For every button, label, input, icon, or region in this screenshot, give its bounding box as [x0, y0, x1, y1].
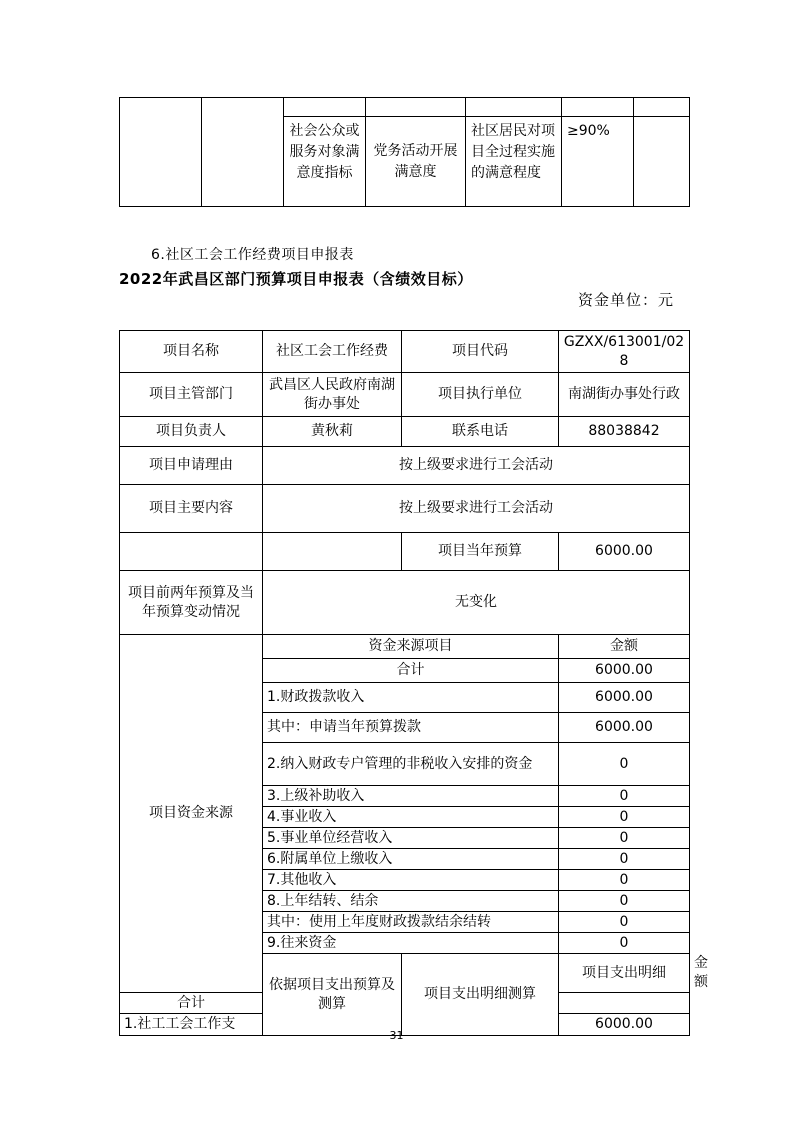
value-project-name: 社区工会工作经费	[263, 331, 402, 373]
fund-row-label: 8.上年结转、结余	[263, 891, 559, 912]
fund-row-label: 1.财政拨款收入	[263, 683, 559, 713]
expense-total-label: 合计	[120, 993, 263, 1014]
fund-row-label: 7.其他收入	[263, 870, 559, 891]
value-reason: 按上级要求进行工会活动	[263, 447, 690, 485]
indicator-desc-cell: 社区居民对项目全过程实施的满意程度	[466, 117, 562, 207]
empty-cell	[562, 98, 634, 117]
fund-total-value: 6000.00	[559, 659, 690, 683]
fund-row-amount: 0	[559, 828, 690, 849]
label-phone: 联系电话	[402, 417, 559, 447]
label-leader: 项目负责人	[120, 417, 263, 447]
fund-row-label: 3.上级补助收入	[263, 786, 559, 807]
fund-row-amount: 6000.00	[559, 713, 690, 743]
fund-row-label: 其中：申请当年预算拨款	[263, 713, 559, 743]
fund-row-amount: 0	[559, 912, 690, 933]
empty-cell	[559, 993, 690, 1014]
expense-row-label: 1.社工工会工作支	[120, 1014, 263, 1036]
fund-row-label: 2.纳入财政专户管理的非税收入安排的资金	[263, 743, 559, 786]
empty-cell	[120, 533, 263, 571]
merged-cell-level1	[120, 98, 202, 207]
label-reason: 项目申请理由	[120, 447, 263, 485]
value-content: 按上级要求进行工会活动	[263, 485, 690, 533]
fund-row-amount: 6000.00	[559, 683, 690, 713]
performance-table-continued	[119, 97, 690, 207]
value-supervisor-dept: 武昌区人民政府南湖街办事处	[263, 373, 402, 417]
merged-cell-level2	[202, 98, 284, 207]
label-content: 项目主要内容	[120, 485, 263, 533]
label-budget-this-year: 项目当年预算	[402, 533, 559, 571]
section-heading: 6.社区工会工作经费项目申报表	[151, 247, 354, 263]
fund-row-amount: 0	[559, 933, 690, 954]
expense-row-amount: 6000.00	[559, 1014, 690, 1036]
value-budget-this-year: 6000.00	[559, 533, 690, 571]
empty-cell	[366, 98, 466, 117]
page-number: 31	[389, 1029, 404, 1042]
fund-row-amount: 0	[559, 891, 690, 912]
value-project-code: GZXX/613001/028	[559, 331, 690, 373]
empty-cell	[466, 98, 562, 117]
header-amount: 金额	[559, 635, 690, 659]
fund-row-label: 9.往来资金	[263, 933, 559, 954]
fund-total-label: 合计	[263, 659, 559, 683]
label-budget-change: 项目前两年预算及当年预算变动情况	[120, 571, 263, 635]
fund-row-label: 6.附属单位上缴收入	[263, 849, 559, 870]
fund-row-amount: 0	[559, 870, 690, 891]
unit-label: 资金单位：元	[577, 291, 674, 309]
value-exec-unit: 南湖街办事处行政	[559, 373, 690, 417]
target-value-cell: ≥90%	[562, 117, 634, 207]
label-expense-basis: 依据项目支出预算及测算	[263, 954, 402, 1036]
label-project-name: 项目名称	[120, 331, 263, 373]
value-leader: 黄秋莉	[263, 417, 402, 447]
label-exec-unit: 项目执行单位	[402, 373, 559, 417]
indicator-name-cell: 党务活动开展满意度	[366, 117, 466, 207]
empty-cell	[263, 533, 402, 571]
fund-row-label: 5.事业单位经营收入	[263, 828, 559, 849]
empty-cell	[284, 98, 366, 117]
fund-row-label: 其中：使用上年度财政拨款结余结转	[263, 912, 559, 933]
empty-cell	[634, 117, 690, 207]
label-fund-source: 项目资金来源	[120, 635, 263, 993]
fund-row-amount: 0	[559, 743, 690, 786]
indicator-category-cell: 社会公众或服务对象满意度指标	[284, 117, 366, 207]
fund-row-amount: 0	[559, 807, 690, 828]
fund-row-amount: 0	[559, 849, 690, 870]
label-project-code: 项目代码	[402, 331, 559, 373]
label-expense-detail-calc: 项目支出明细测算	[402, 954, 559, 1036]
budget-application-table: 项目名称 社区工会工作经费 项目代码 GZXX/613001/028 项目主管部门 武昌区人民政府南湖街办事处 项目执行单位 南湖街办事处行政 项目负责人 黄秋莉 联系电话 88038842 项目申请理由 按上级要求进行工会活动 项目主要内容 按上级要求进行工会活动 项目当年预算 6000.00 项目前两年预算及当年预算变动情况 无变化 项目资金来源 资金来源项目 金额 合计 6000.00 1.财政拨款收入 6000.00 其中：申请当年预算拨款 6000.00 2.纳入财政专户管理的非税收入安排的资金 0 3.上级补助收入 0 4.事业收入 0 5.事业单位经营收入 0 6.附属单位上缴收入 0 7.其他收入 0 8.上年结转、结余 0 其中：使用上年度财政拨款结余结转 0 9.往来资金 0 依据项目支出预算及测算 项目支出明细测算 项目支出明细 金额 合计 1.社工工会工作支 6000.00	[119, 330, 690, 1036]
fund-row-amount: 0	[559, 786, 690, 807]
header-fund-source-item: 资金来源项目	[263, 635, 559, 659]
form-title: 2022年武昌区部门预算项目申报表（含绩效目标）	[119, 270, 473, 288]
value-budget-change: 无变化	[263, 571, 690, 635]
empty-cell	[634, 98, 690, 117]
label-supervisor-dept: 项目主管部门	[120, 373, 263, 417]
value-phone: 88038842	[559, 417, 690, 447]
fund-row-label: 4.事业收入	[263, 807, 559, 828]
header-expense-detail: 项目支出明细	[559, 954, 690, 993]
